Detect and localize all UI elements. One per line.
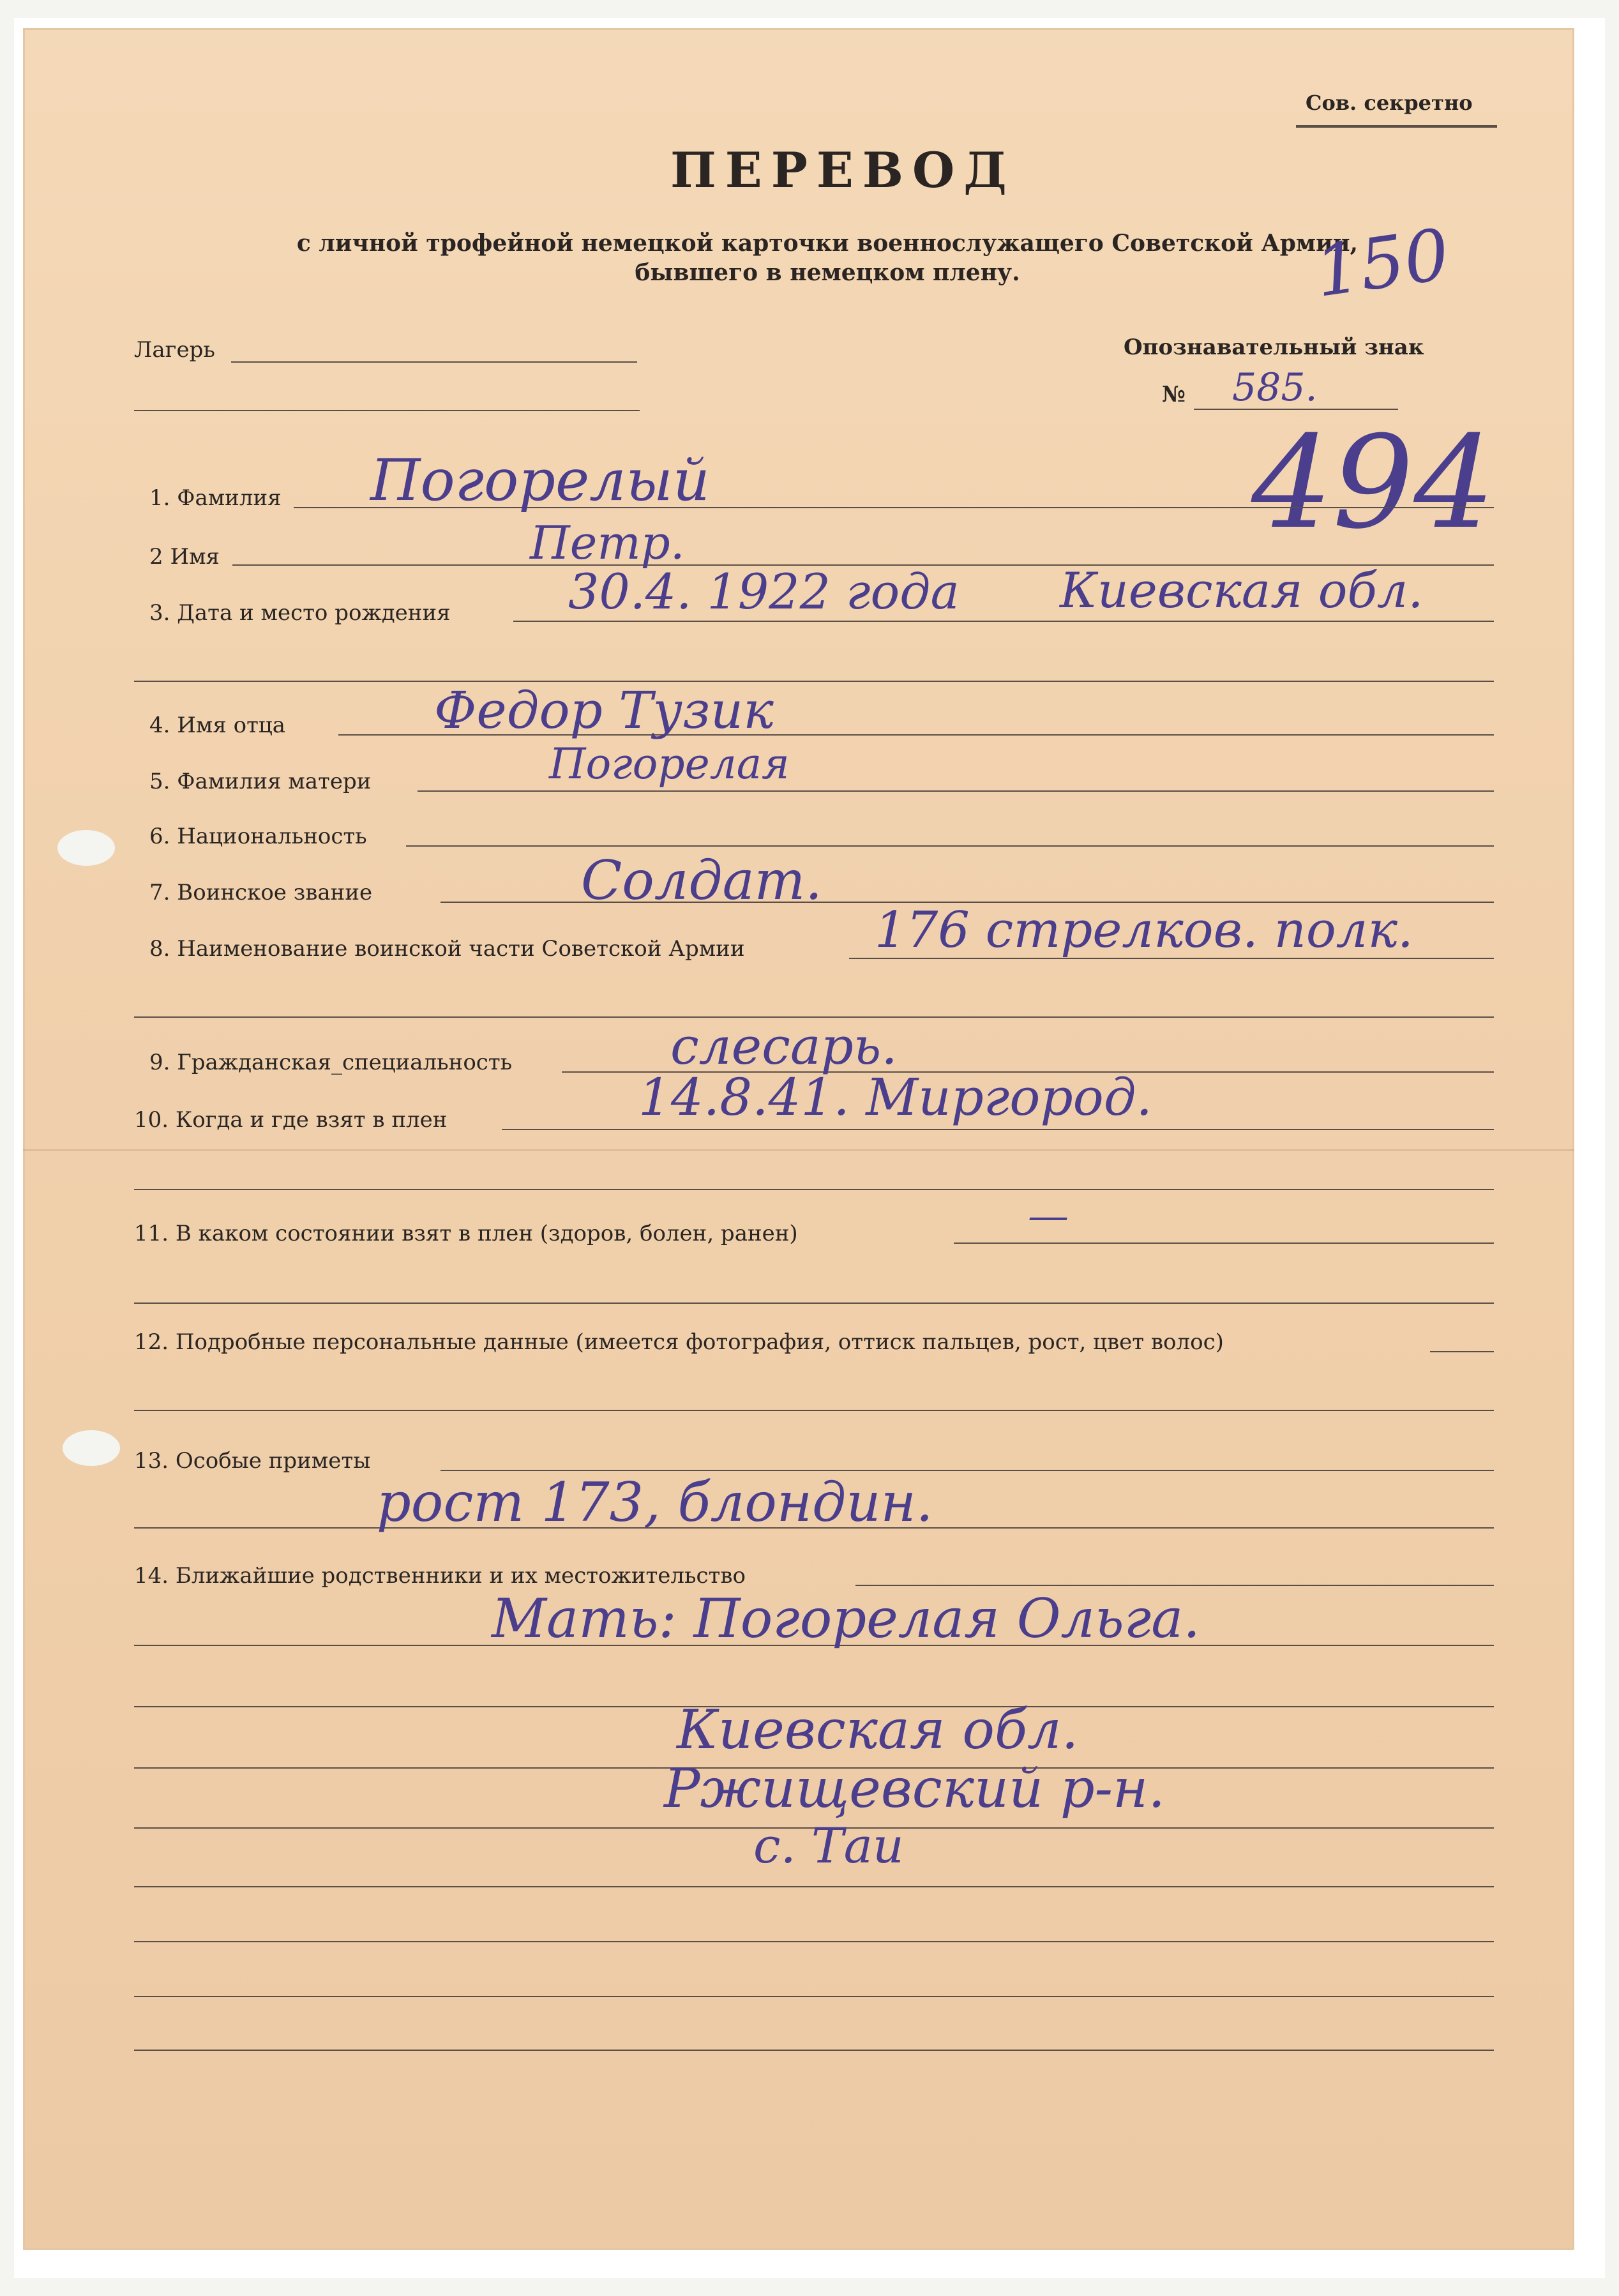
field-features-label: 13. Особые приметы: [134, 1448, 371, 1474]
secret-underline: [1296, 125, 1497, 128]
field-surname-value: Погорелый: [370, 447, 710, 514]
document-subtitle-1: с личной трофейной немецкой карточки военнослужащего Советской Армии,: [296, 230, 1359, 257]
field-profession-label: 9. Гражданская_специальность: [149, 1050, 513, 1075]
field-condition-line: [954, 1242, 1494, 1244]
annotation-494: 494: [1251, 409, 1495, 557]
field-relatives-label: 14. Ближайшие родственники и их местожительство: [134, 1563, 746, 1589]
field-mother-value: Погорелая: [549, 739, 790, 789]
field-rank-label: 7. Воинское звание: [149, 880, 373, 905]
document-title: ПЕРЕВОД: [670, 142, 1016, 199]
field-relatives-line-6: [134, 1886, 1494, 1887]
field-condition-label: 11. В каком состоянии взят в плен (здоров, болен, ранен): [134, 1221, 798, 1246]
field-nationality-label: 6. Национальность: [149, 824, 367, 849]
camp-label: Лагерь: [134, 337, 215, 363]
field-mother-line: [418, 790, 1494, 792]
number-label: №: [1162, 382, 1186, 407]
field-personal-data-line: [1430, 1351, 1494, 1352]
field-personal-data-label: 12. Подробные персональные данные (имеется фотография, оттиск пальцев, рост, цвет волос): [134, 1329, 1224, 1355]
camp-line-1: [231, 361, 637, 363]
secret-stamp: Сов. секретно: [1306, 91, 1473, 115]
field-birth-label: 3. Дата и место рождения: [149, 600, 451, 626]
field-condition-line-2: [134, 1303, 1494, 1304]
punch-hole-top: [57, 830, 115, 866]
field-name-label: 2 Имя: [149, 544, 220, 570]
field-relatives-value-3: Ржищевский р-н.: [664, 1757, 1166, 1820]
field-profession-value: слесарь.: [670, 1016, 898, 1076]
field-unit-value: 176 стрелков. полк.: [875, 902, 1413, 959]
field-relatives-line-9: [134, 2050, 1494, 2051]
field-birth-line: [513, 621, 1494, 622]
field-relatives-value-2: Киевская обл.: [677, 1698, 1079, 1761]
field-personal-data-line-2: [134, 1410, 1494, 1411]
field-features-value: рост 173, блондин.: [377, 1471, 933, 1534]
id-mark-label: Опознавательный знак: [1124, 335, 1424, 360]
paper-fold: [23, 1149, 1574, 1151]
number-value: 585.: [1232, 365, 1318, 410]
document-subtitle-2: бывшего в немецком плену.: [635, 259, 1020, 286]
camp-line-2: [134, 410, 640, 411]
field-name-value: Петр.: [530, 516, 685, 570]
field-mother-label: 5. Фамилия матери: [149, 769, 372, 794]
field-surname-label: 1. Фамилия: [149, 485, 282, 511]
field-captured-label: 10. Когда и где взят в плен: [134, 1107, 448, 1133]
field-birth-line-2: [134, 681, 1494, 682]
field-relatives-line: [855, 1585, 1494, 1586]
annotation-150: 150: [1310, 213, 1454, 313]
punch-hole-bottom: [63, 1430, 120, 1466]
field-relatives-value-1: Мать: Погорелая Ольга.: [492, 1587, 1201, 1650]
field-relatives-line-8: [134, 1996, 1494, 1997]
field-captured-line: [502, 1129, 1494, 1130]
field-birth-place-value: Киевская обл.: [1060, 562, 1424, 619]
field-relatives-line-7: [134, 1941, 1494, 1942]
field-nationality-line: [406, 845, 1494, 847]
field-captured-line-2: [134, 1189, 1494, 1190]
field-father-label: 4. Имя отца: [149, 713, 286, 738]
field-captured-value: 14.8.41. Миргород.: [638, 1068, 1152, 1127]
field-rank-value: Солдат.: [581, 849, 822, 912]
field-unit-label: 8. Наименование воинской части Советской Армии: [149, 936, 745, 962]
field-relatives-value-4: с. Таи: [753, 1817, 904, 1874]
field-birth-date-value: 30.4. 1922 года: [568, 563, 960, 620]
field-father-value: Федор Тузик: [434, 681, 774, 740]
field-condition-value: —: [1028, 1193, 1069, 1240]
